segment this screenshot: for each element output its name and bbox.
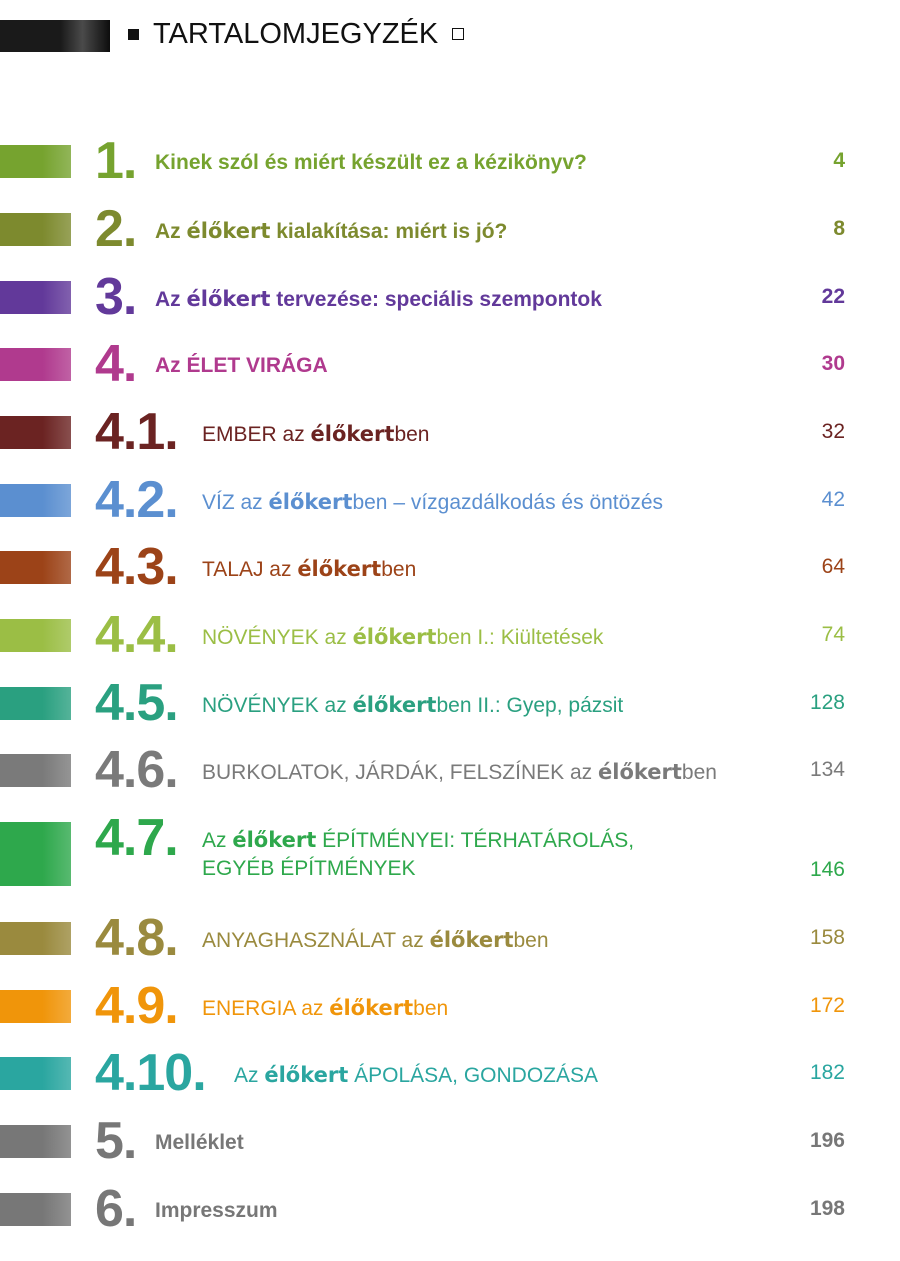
color-bar	[0, 551, 71, 584]
title-text: VÍZ az	[202, 491, 269, 514]
title-text: Kinek szól és miért készült ez a kézikönyv?	[155, 151, 587, 174]
title-text: ENERGIA az	[202, 997, 330, 1020]
title-text: EMBER az	[202, 423, 311, 446]
page-number: 32	[821, 420, 845, 443]
chapter-title[interactable]	[155, 352, 328, 380]
chapter-title[interactable]	[202, 994, 448, 1023]
title-emphasis: élőkert	[186, 287, 271, 311]
title-text: ben	[681, 761, 717, 784]
page-number: 4	[833, 149, 845, 172]
chapter-title[interactable]	[202, 758, 717, 787]
chapter-number: 2.	[95, 200, 137, 258]
color-bar	[0, 822, 71, 886]
title-text: ANYAGHASZNÁLAT az	[202, 929, 430, 952]
color-bar	[0, 922, 71, 955]
chapter-title[interactable]	[202, 826, 634, 884]
title-text: Az ÉLET VIRÁGA	[155, 354, 328, 377]
chapter-title[interactable]	[202, 691, 623, 720]
title-text-line2: EGYÉB ÉPÍTMÉNYEK	[202, 857, 416, 881]
color-bar	[0, 1193, 71, 1226]
title-emphasis: élőkert	[329, 996, 414, 1020]
title-text: Az	[202, 829, 233, 852]
filled-square-icon	[128, 29, 139, 40]
color-bar	[0, 687, 71, 720]
title-text: ben – vízgazdálkodás és öntözés	[352, 491, 663, 514]
chapter-title[interactable]	[234, 1061, 598, 1090]
chapter-title[interactable]	[202, 926, 549, 955]
chapter-number: 4.6.	[95, 741, 178, 799]
chapter-title[interactable]	[155, 1197, 278, 1225]
title-emphasis: élőkert	[264, 1063, 349, 1087]
chapter-title[interactable]	[155, 149, 587, 177]
title-emphasis: élőkert	[232, 828, 317, 852]
color-bar	[0, 145, 71, 178]
title-text: Az	[155, 220, 187, 243]
title-text: ben I.: Kiültetések	[436, 626, 604, 649]
title-emphasis: élőkert	[268, 490, 353, 514]
color-bar	[0, 619, 71, 652]
title-emphasis: élőkert	[186, 219, 271, 243]
page-number: 22	[821, 285, 845, 308]
chapter-title[interactable]	[155, 285, 602, 314]
header-decor-bar	[0, 20, 110, 52]
chapter-number: 4.7.	[95, 809, 178, 867]
color-bar	[0, 990, 71, 1023]
title-text: NÖVÉNYEK az	[202, 626, 353, 649]
page-number: 74	[821, 623, 845, 646]
page-number: 198	[809, 1197, 845, 1220]
page-number: 182	[809, 1061, 845, 1084]
chapter-number: 4.	[95, 335, 137, 393]
page-number: 146	[809, 858, 845, 881]
title-text: Melléklet	[155, 1131, 244, 1154]
title-text: kialakítása: miért is jó?	[270, 220, 508, 243]
color-bar	[0, 348, 71, 381]
title-text: ben II.: Gyep, pázsit	[436, 694, 624, 717]
chapter-number: 4.9.	[95, 977, 178, 1035]
page-number: 30	[821, 352, 845, 375]
chapter-number: 4.2.	[95, 471, 178, 529]
title-emphasis: élőkert	[429, 928, 514, 952]
title-text: Impresszum	[155, 1199, 278, 1222]
color-bar	[0, 213, 71, 246]
title-text: tervezése: speciális szempontok	[270, 288, 602, 311]
page-number: 42	[821, 488, 845, 511]
chapter-number: 4.1.	[95, 403, 178, 461]
title-emphasis: élőkert	[352, 693, 437, 717]
title-text: Az	[155, 288, 187, 311]
page-header	[128, 14, 464, 54]
page-number: 158	[809, 926, 845, 949]
color-bar	[0, 1125, 71, 1158]
color-bar	[0, 754, 71, 787]
title-text: BURKOLATOK, JÁRDÁK, FELSZÍNEK az	[202, 761, 598, 784]
title-text: ben	[394, 423, 430, 446]
chapter-title[interactable]	[202, 555, 416, 584]
title-text: ÁPOLÁSA, GONDOZÁSA	[348, 1064, 598, 1087]
title-text: ÉPÍTMÉNYEI: TÉRHATÁROLÁS,	[316, 829, 635, 852]
title-text: ben	[413, 997, 449, 1020]
chapter-number: 4.3.	[95, 538, 178, 596]
chapter-number: 4.5.	[95, 674, 178, 732]
page-number: 64	[821, 555, 845, 578]
chapter-title[interactable]	[202, 623, 603, 652]
page-number: 128	[809, 691, 845, 714]
chapter-number: 4.10.	[95, 1044, 206, 1102]
page-number: 172	[809, 994, 845, 1017]
chapter-number: 5.	[95, 1112, 137, 1170]
title-text: ben	[381, 558, 417, 581]
chapter-title[interactable]	[155, 217, 507, 246]
title-emphasis: élőkert	[352, 625, 437, 649]
color-bar	[0, 281, 71, 314]
chapter-number: 4.8.	[95, 909, 178, 967]
chapter-number: 4.4.	[95, 606, 178, 664]
title-text: NÖVÉNYEK az	[202, 694, 353, 717]
page-number: 134	[809, 758, 845, 781]
chapter-title[interactable]	[202, 488, 663, 517]
open-square-icon	[452, 28, 464, 40]
title-text: Az	[234, 1064, 265, 1087]
title-text: ben	[513, 929, 549, 952]
color-bar	[0, 1057, 71, 1090]
title-emphasis: élőkert	[297, 557, 382, 581]
chapter-number: 6.	[95, 1180, 137, 1238]
title-text: TALAJ az	[202, 558, 298, 581]
chapter-number: 1.	[95, 132, 137, 190]
page-title: TARTALOMJEGYZÉK	[153, 17, 439, 50]
color-bar	[0, 484, 71, 517]
title-emphasis: élőkert	[598, 760, 682, 784]
page-number: 8	[833, 217, 845, 240]
chapter-title[interactable]	[155, 1129, 244, 1157]
chapter-number: 3.	[95, 268, 137, 326]
title-emphasis: élőkert	[310, 422, 395, 446]
page-number: 196	[809, 1129, 845, 1152]
chapter-title[interactable]	[202, 420, 430, 449]
color-bar	[0, 416, 71, 449]
